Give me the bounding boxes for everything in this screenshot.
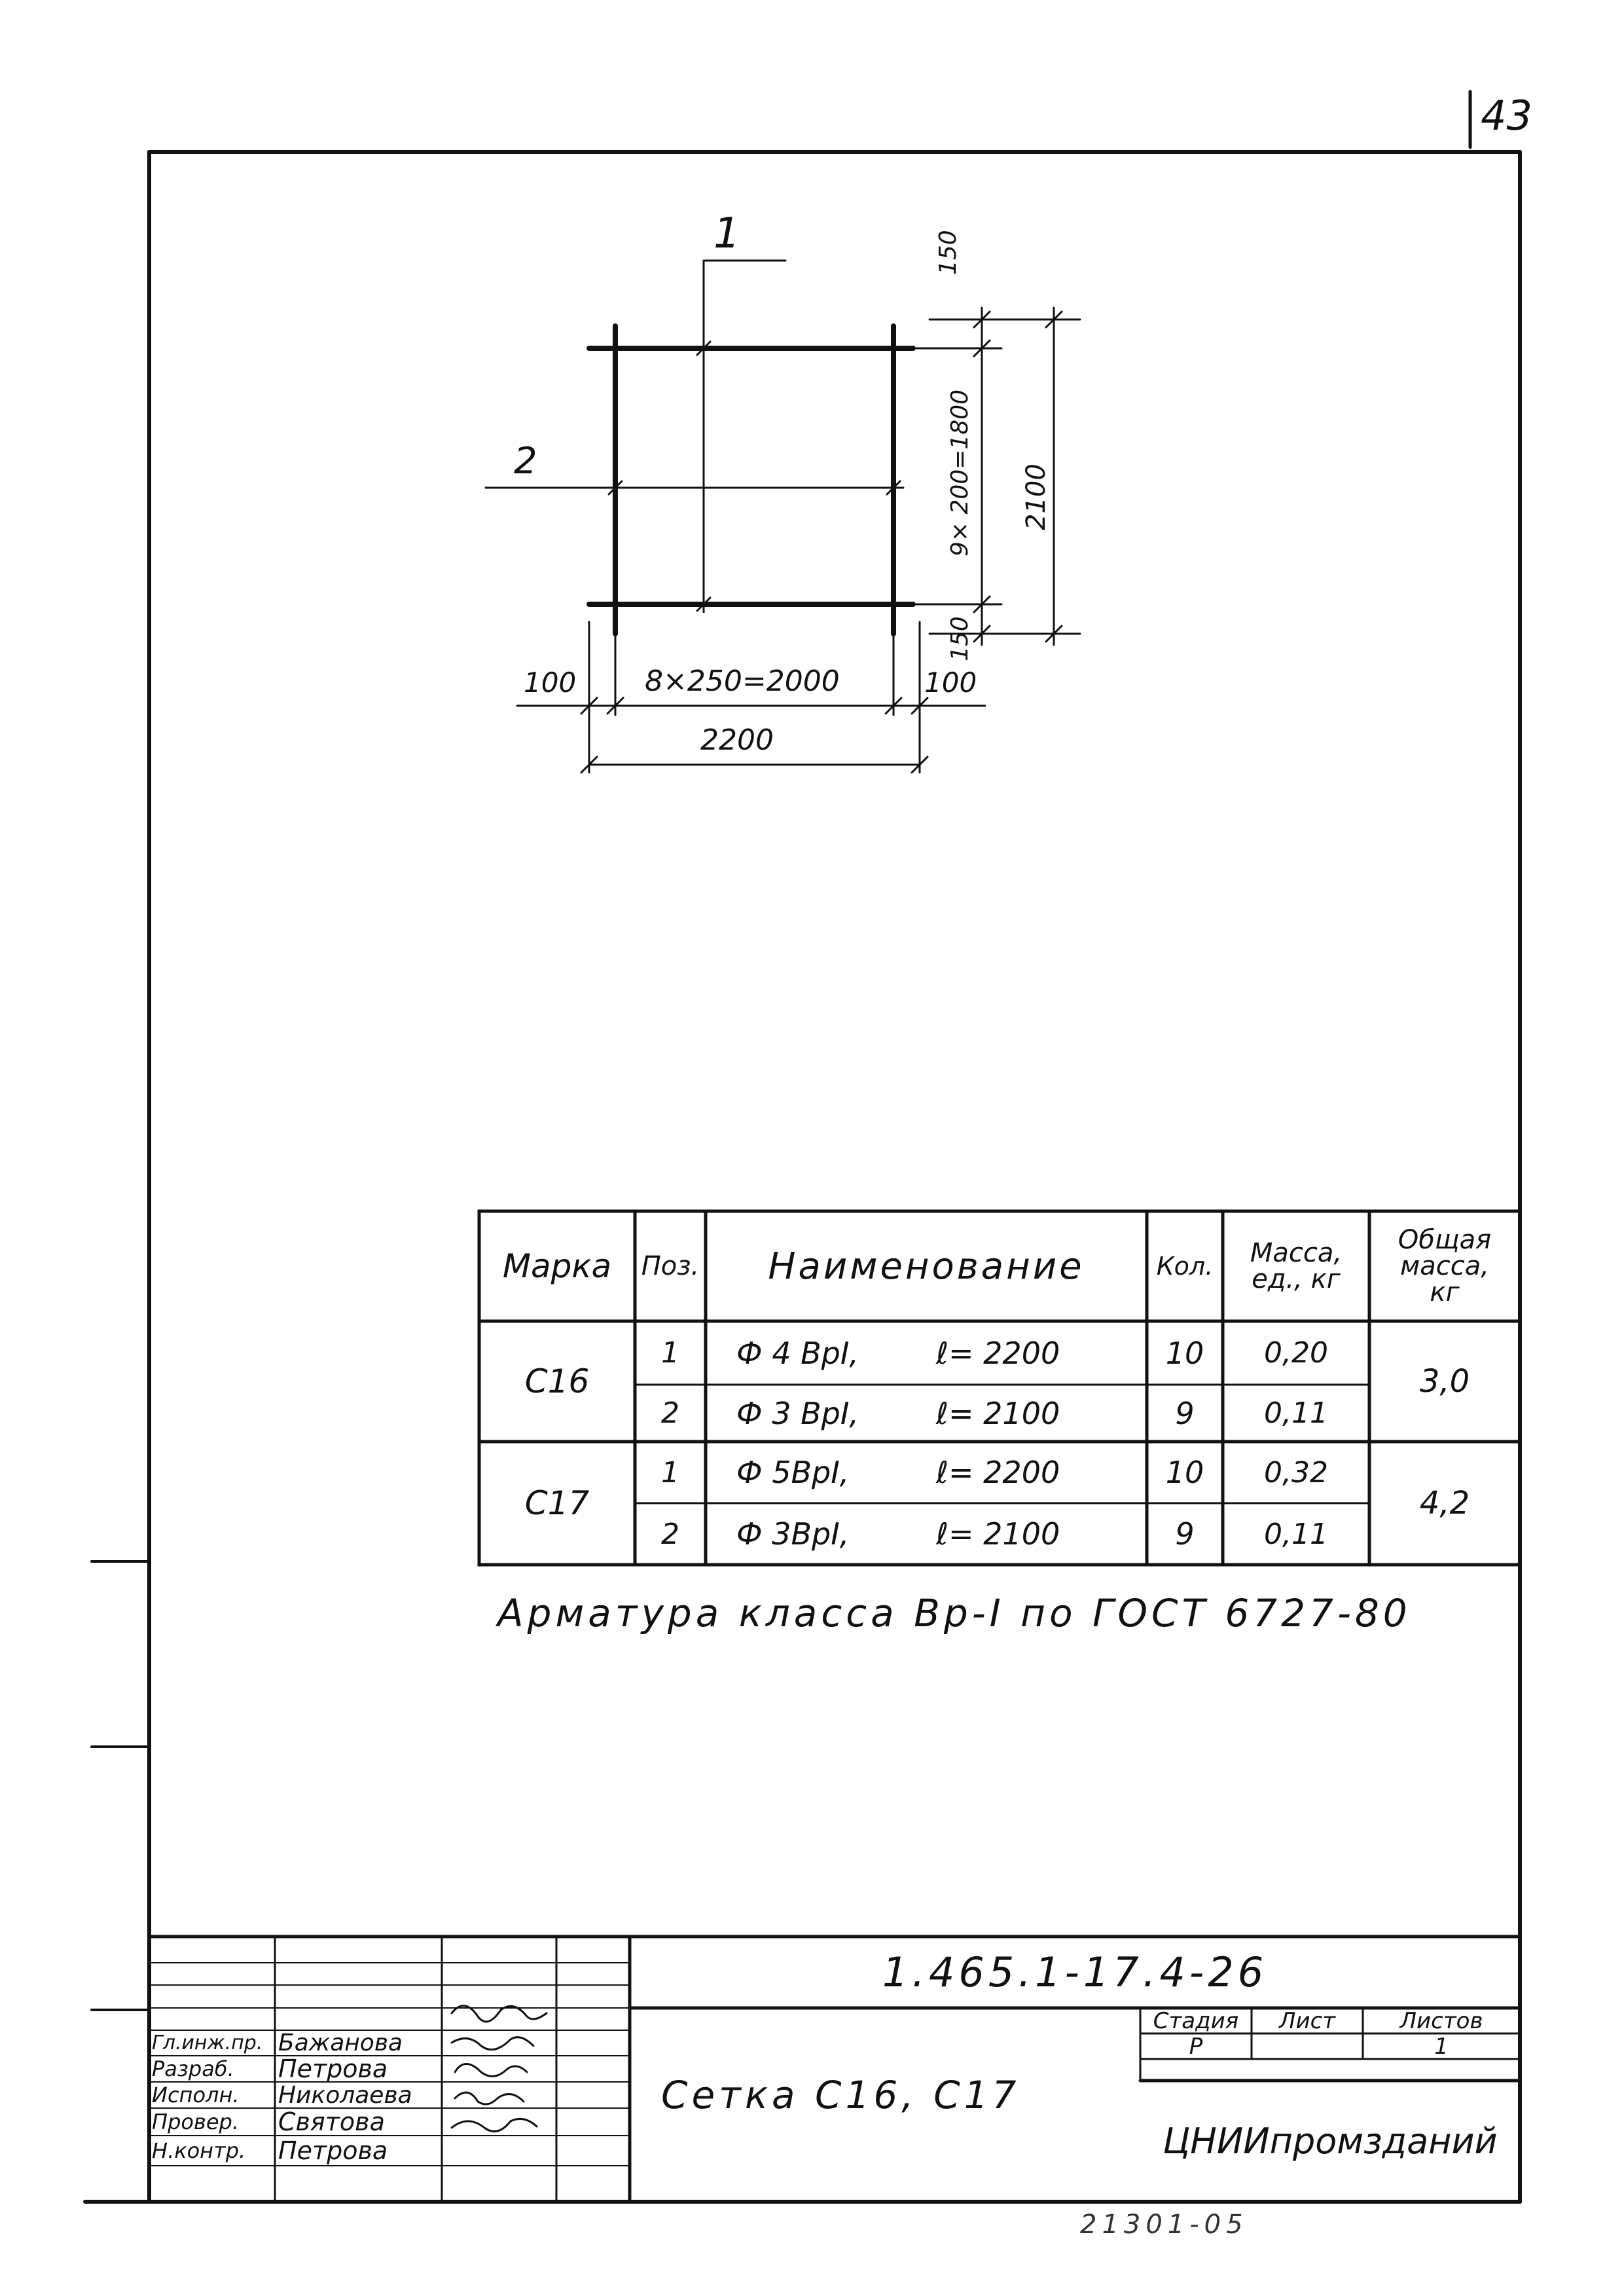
archive-number: 21301-05 — [1080, 2210, 1248, 2240]
sheet-label: Лист — [1278, 2007, 1336, 2034]
table-row-qty: 10 — [1165, 1455, 1204, 1490]
table-row-length: ℓ= 2100 — [936, 1395, 1060, 1431]
table-row-length: ℓ= 2200 — [936, 1335, 1060, 1371]
dim-center-label: 8×250=2000 — [645, 665, 840, 698]
dim-mid-label: 9× 200=1800 — [947, 389, 973, 556]
person-name: Петрова — [278, 2054, 388, 2083]
marka-c17: С17 — [524, 1484, 590, 1522]
role-label: Гл.инж.пр. — [152, 2032, 263, 2054]
reinforcement-note: Арматура класса Вр-I по ГОСТ 6727-80 — [497, 1591, 1411, 1635]
role-label: Провер. — [152, 2109, 239, 2134]
sheets-label: Листов — [1399, 2007, 1483, 2034]
signature-5 — [452, 2119, 537, 2131]
organization-name: ЦНИИпромзданий — [1163, 2121, 1498, 2162]
table-row-name: Ф 3 ВрI, — [736, 1395, 859, 1431]
section-callout-1: 1 — [713, 210, 740, 258]
person-name: Николаева — [278, 2081, 412, 2109]
person-name: Святова — [278, 2107, 385, 2136]
stage-label: Стадия — [1153, 2007, 1239, 2034]
signature-3 — [455, 2064, 527, 2077]
table-row-poz: 2 — [661, 1396, 679, 1430]
signature-4 — [455, 2092, 524, 2104]
marka-c16: С16 — [524, 1362, 590, 1400]
table-row-unit-mass: 0,11 — [1264, 1517, 1328, 1551]
section-callout-2: 2 — [514, 440, 537, 483]
role-label: Разраб. — [152, 2056, 234, 2081]
role-label: Исполн. — [152, 2083, 240, 2107]
role-label: Н.контр. — [152, 2138, 246, 2163]
table-row-unit-mass: 0,32 — [1264, 1455, 1328, 1489]
dim-total-height-label: 2100 — [1021, 464, 1051, 530]
document-code: 1.465.1-17.4-26 — [882, 1948, 1268, 1996]
drawing-title: Сетка С16, С17 — [661, 2073, 1020, 2117]
dim-top-label: 150 — [935, 230, 962, 275]
person-name: Бажанова — [278, 2030, 403, 2056]
table-row-poz: 2 — [661, 1517, 679, 1551]
table-row-unit-mass: 0,11 — [1264, 1396, 1328, 1430]
sheets-value: 1 — [1434, 2033, 1449, 2060]
header-poz: Поз. — [641, 1251, 700, 1281]
table-row-name: Ф 5ВрI, — [736, 1455, 850, 1490]
person-name: Петрова — [278, 2136, 388, 2165]
table-row-unit-mass: 0,20 — [1264, 1336, 1328, 1370]
dim-total-width-label: 2200 — [700, 723, 774, 757]
header-unit-mass: Масса, ед., кг — [1250, 1238, 1343, 1294]
signature-2 — [452, 2037, 533, 2050]
signatures — [452, 2006, 547, 2132]
total-mass-c17: 4,2 — [1419, 1485, 1470, 1522]
header-total-mass: Общая масса, кг — [1398, 1225, 1492, 1307]
table-row-qty: 9 — [1175, 1395, 1195, 1431]
mesh-drawing — [486, 261, 913, 634]
table-row-name: Ф 4 ВрI, — [736, 1335, 859, 1371]
dim-bottom-label: 150 — [947, 616, 973, 661]
table-row-qty: 9 — [1175, 1516, 1195, 1552]
dim-right-label: 100 — [924, 666, 977, 699]
header-marka: Марка — [502, 1247, 612, 1285]
total-mass-c16: 3,0 — [1419, 1363, 1470, 1400]
dim-left-label: 100 — [524, 666, 577, 699]
table-row-poz: 1 — [661, 1336, 679, 1370]
stage-value: Р — [1189, 2033, 1203, 2060]
table-row-qty: 10 — [1165, 1335, 1204, 1371]
table-row-poz: 1 — [661, 1455, 679, 1489]
header-name: Наименование — [768, 1245, 1085, 1288]
table-row-name: Ф 3ВрI, — [736, 1516, 850, 1552]
header-qty: Кол. — [1156, 1252, 1214, 1281]
table-row-length: ℓ= 2100 — [936, 1516, 1060, 1552]
vertical-dimensions — [916, 308, 1080, 645]
table-row-length: ℓ= 2200 — [936, 1455, 1060, 1490]
page-number: 43 — [1481, 92, 1532, 139]
